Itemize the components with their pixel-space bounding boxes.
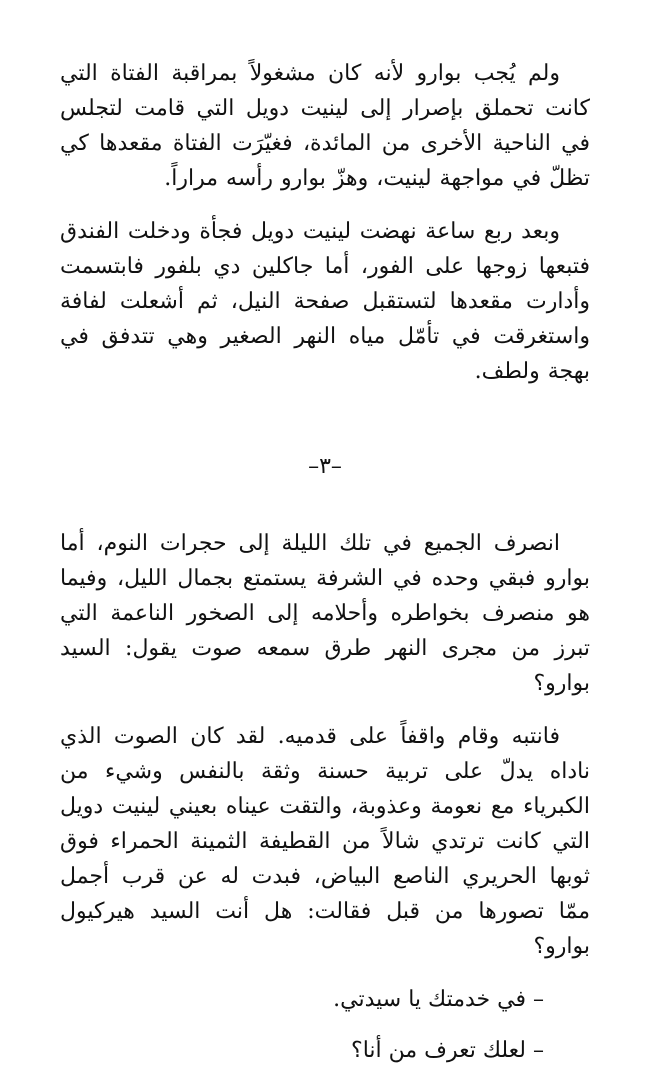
paragraph: ولم يُجب بوارو لأنه كان مشغولاً بمراقبة الفتاة التي كانت تحملق بإصرار إلى لينيت دويل التي قامت لتجلس في الناحية الأخرى من المائدة، فغيّرَت الفتاة مقعدها كي تظلّ في مواجهة لينيت، وهزّ بوارو رأسه مراراً. xyxy=(60,61,590,191)
section-number: –٣– xyxy=(308,454,342,479)
dialogue-line: – لعلك تعرف من أنا؟ xyxy=(351,1038,544,1063)
paragraph: وبعد ربع ساعة نهضت لينيت دويل فجأة ودخلت الفندق فتبعها زوجها على الفور، أما جاكلين دي بلفور فابتسمت وأدارت مقعدها لتستقبل صفحة النيل، ثم أشعلت لفافة واستغرقت في تأمّل مياه النهر الصغير وهي تتدفق في بهجة ولطف. xyxy=(60,219,590,384)
dialogue-line: – في خدمتك يا سيدتي. xyxy=(333,987,544,1012)
book-page xyxy=(60,56,590,1084)
paragraph: فانتبه وقام واقفاً على قدميه. لقد كان الصوت الذي ناداه يدلّ على تربية حسنة وثقة بالنفس وشيء من الكبرياء مع نعومة وعذوبة، والتقت عيناه بعيني لينيت دويل التي كانت ترتدي شالاً من القطيفة الثمينة الحمراء فوق ثوبها الحريري الناصع البياض، فبدت له عن قرب أجمل ممّا تصورها من قبل فقالت: هل أنت السيد هيركيول بوارو؟ xyxy=(60,724,590,959)
paragraph: انصرف الجميع في تلك الليلة إلى حجرات النوم، أما بوارو فبقي وحده في الشرفة يستمتع بجمال الليل، وفيما هو منصرف بخواطره وأحلامه إلى الصخور الناعمة التي تبرز من مجرى النهر طرق سمعه صوت يقول: السيد بوارو؟ xyxy=(60,531,590,696)
